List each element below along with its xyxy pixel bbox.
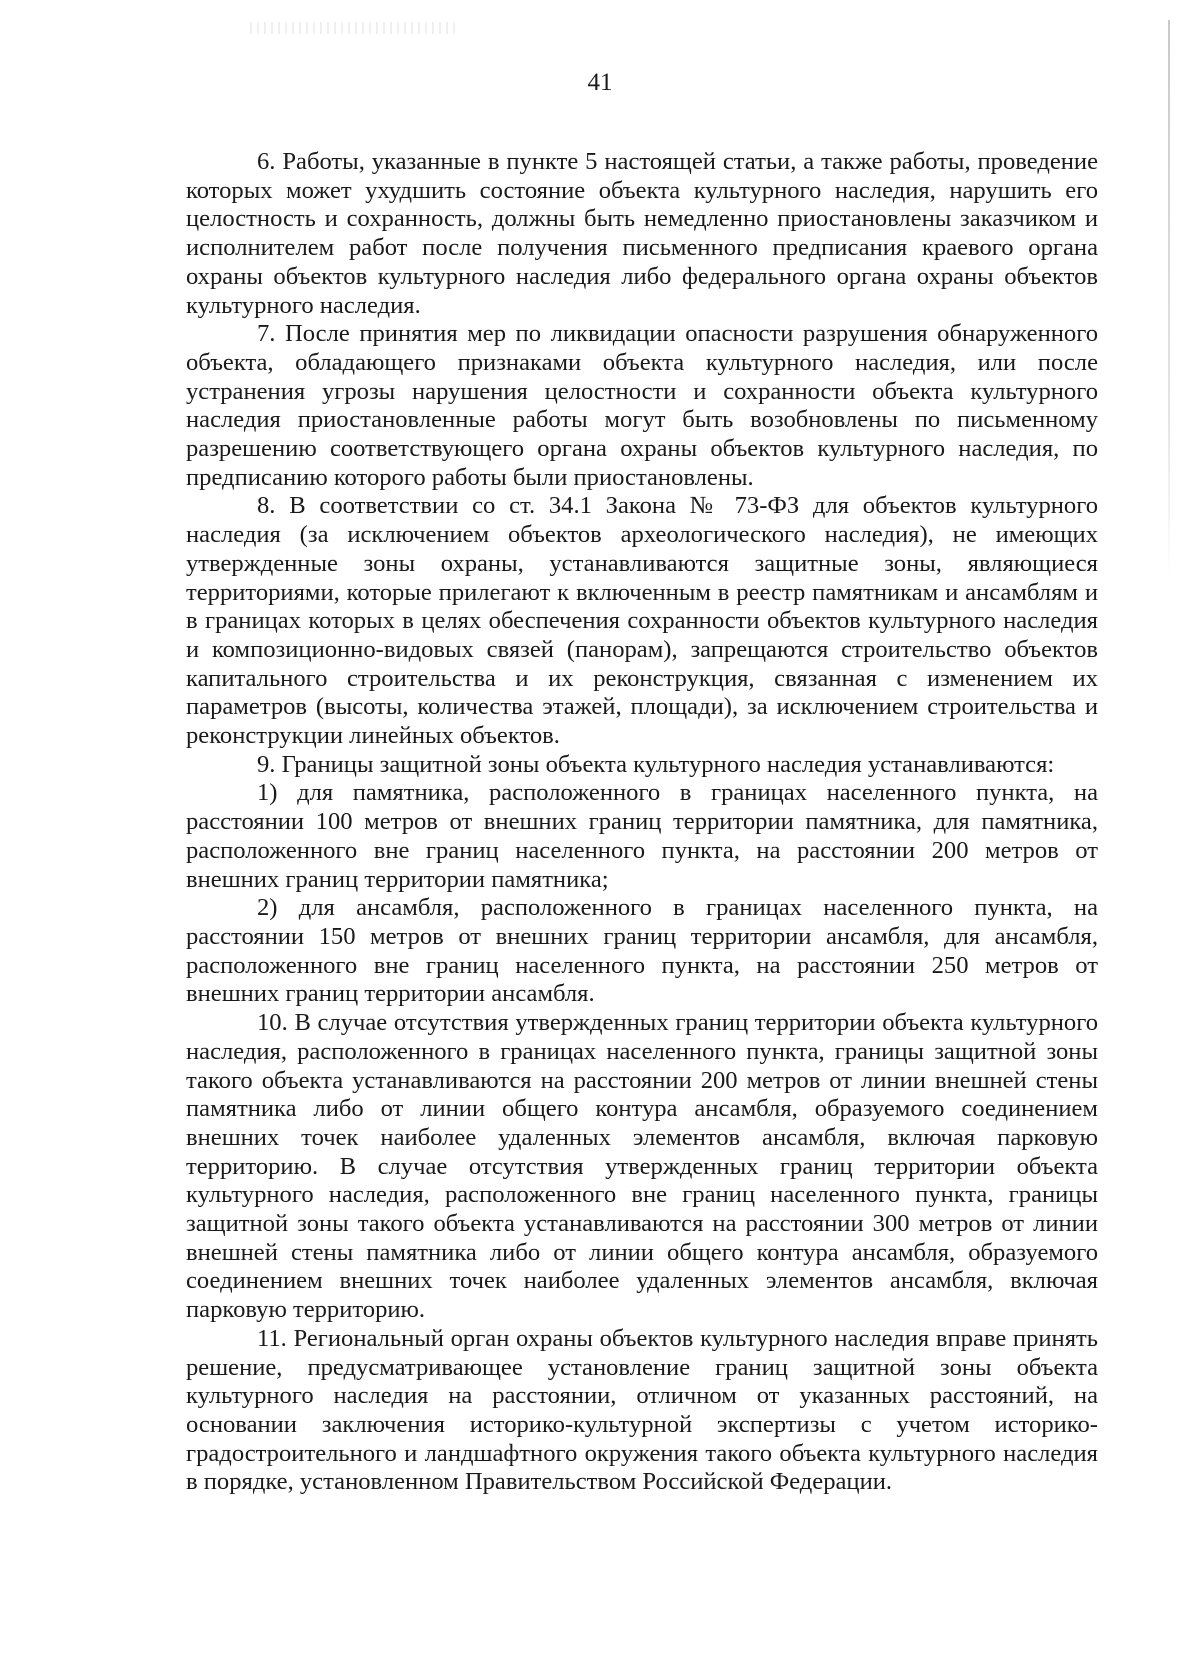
paragraph-7: 7. После принятия мер по ликвидации опасности разрушения обнаруженного объекта, обладающего признаками объекта культурного наследия, или после устранения угрозы нарушения целостности и сохранности объекта культурного наследия приостановленные работы могут быть возобновлены по письменному разрешению соответствующего органа охраны объектов культурного наследия, по предписанию которого работы были приостановлены. <box>186 320 1098 491</box>
paragraph-11: 11. Региональный орган охраны объектов культурного наследия вправе принять решение, предусматривающее установление границ защитной зоны объекта культурного наследия на расстоянии, отличном от указанных расстояний, на основании заключения историко-культурной экспертизы с учетом историко-градостроительного и ландшафтного окружения такого объекта культурного наследия в порядке, установленном Правительством Российской Федерации. <box>186 1324 1098 1496</box>
paragraph-9-item-2: 2) для ансамбля, расположенного в границах населенного пункта, на расстоянии 150 метров от внешних границ территории ансамбля, для ансамбля, расположенного вне границ населенного пункта, на расстоянии 250 метров от внешних границ территории ансамбля. <box>186 894 1098 1008</box>
paragraph-9-item-1: 1) для памятника, расположенного в границах населенного пункта, на расстоянии 100 метров от внешних границ территории памятника, для памятника, расположенного вне границ населенного пункта, на расстоянии 200 метров от внешних границ территории памятника; <box>186 779 1098 893</box>
paragraph-10: 10. В случае отсутствия утвержденных границ территории объекта культурного наследия, расположенного в границах населенного пункта, границы защитной зоны такого объекта устанавливаются на расстоянии 200 метров от линии внешней стены памятника либо от линии общего контура ансамбля, образуемого соединением внешних точек наиболее удаленных элементов ансамбля, включая парковую территорию. В случае отсутствия утвержденных границ территории объекта культурного наследия, расположенного вне границ населенного пункта, границы защитной зоны такого объекта устанавливаются на расстоянии 300 метров от линии внешней стены памятника либо от линии общего контура ансамбля, образуемого соединением внешних точек наиболее удаленных элементов ансамбля, включая парковую территорию. <box>186 1009 1098 1324</box>
scan-noise <box>250 22 460 34</box>
document-body <box>186 148 1098 1497</box>
page-number: 41 <box>587 69 613 96</box>
scan-edge-shadow <box>1168 20 1170 580</box>
paragraph-8: 8. В соответствии со ст. 34.1 Закона № 73-ФЗ для объектов культурного наследия (за исключением объектов археологического наследия), не имеющих утвержденные зоны охраны, устанавливаются защитные зоны, являющиеся территориями, которые прилегают к включенным в реестр памятникам и ансамблям и в границах которых в целях обеспечения сохранности объектов культурного наследия и композиционно-видовых связей (панорам), запрещаются строительство объектов капитального строительства и их реконструкция, связанная с изменением их параметров (высоты, количества этажей, площади), за исключением строительства и реконструкции линейных объектов. <box>186 492 1098 750</box>
paragraph-6: 6. Работы, указанные в пункте 5 настоящей статьи, а также работы, проведение которых может ухудшить состояние объекта культурного наследия, нарушить его целостность и сохранность, должны быть немедленно приостановлены заказчиком и исполнителем работ после получения письменного предписания краевого органа охраны объектов культурного наследия либо федерального органа охраны объектов культурного наследия. <box>186 148 1098 319</box>
paragraph-9: 9. Границы защитной зоны объекта культурного наследия устанавливаются: <box>257 750 1055 778</box>
